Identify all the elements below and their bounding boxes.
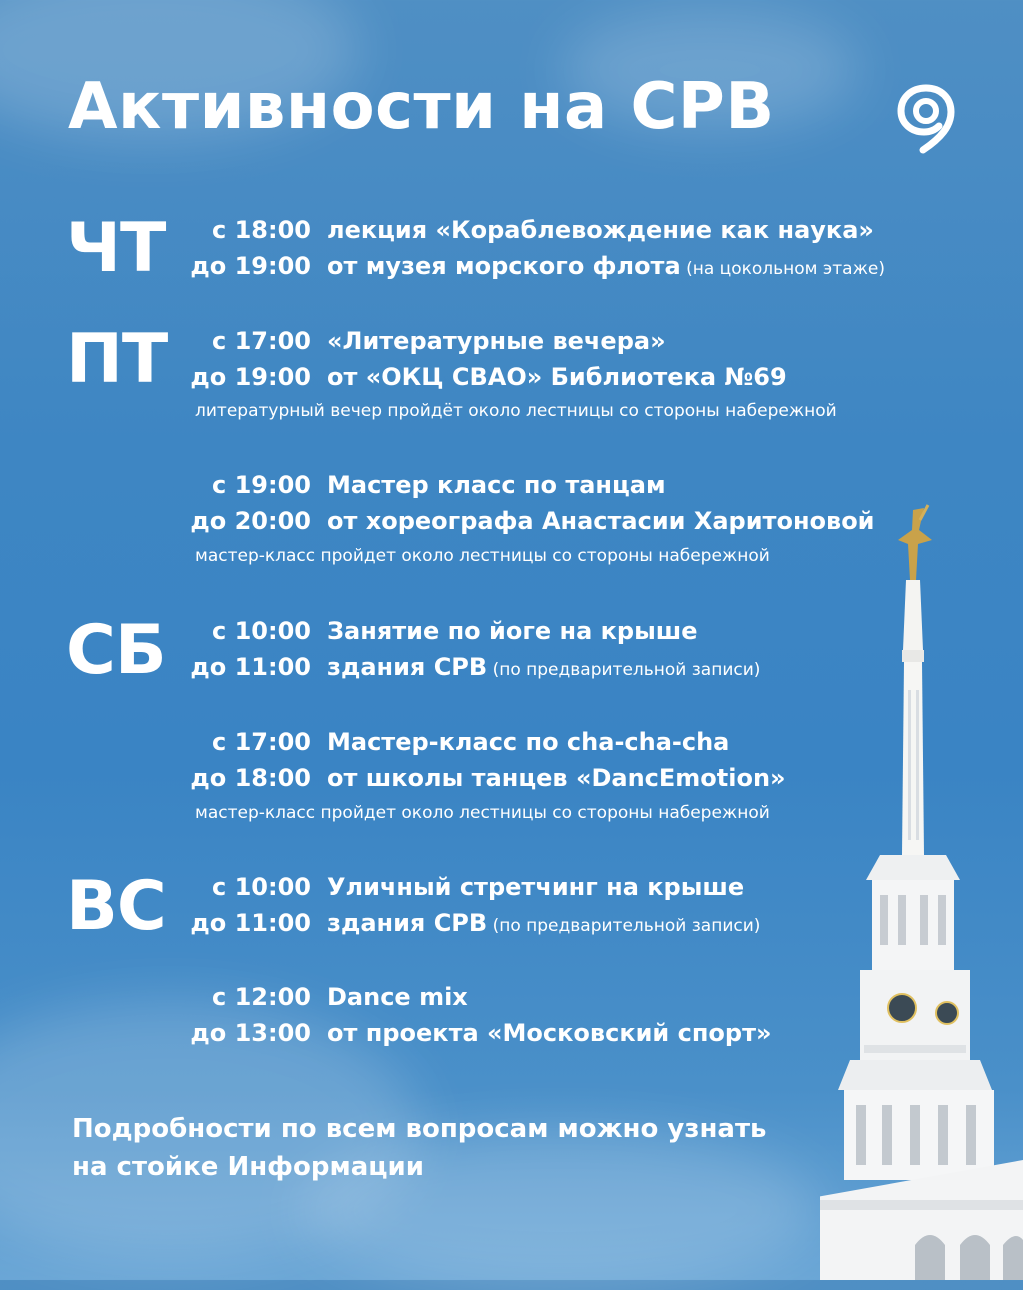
event-organizer: от школы танцев «DancEmotion» xyxy=(327,764,786,792)
event-organizer: от «ОКЦ СВАО» Библиотека №69 xyxy=(327,363,787,391)
nine-logo-icon xyxy=(893,82,959,154)
day-label-sunday: ВС xyxy=(66,867,166,946)
page-title: Активности на СРВ xyxy=(68,70,775,144)
event-item xyxy=(0,467,1023,539)
footer-line: на стойке Информации xyxy=(72,1152,424,1182)
event-venue-note: мастер-класс пройдет около лестницы со стороны набережной xyxy=(195,546,770,566)
event-end-time: до 11:00 xyxy=(190,909,311,937)
event-title: лекция «Кораблевождение как наука» xyxy=(327,216,874,244)
event-end-time: до 11:00 xyxy=(190,653,311,681)
event-end-time: до 19:00 xyxy=(190,363,311,391)
day-label-thursday: ЧТ xyxy=(66,209,166,288)
event-end-time: до 20:00 xyxy=(190,507,311,535)
event-registration-note: (по предварительной записи) xyxy=(487,660,761,680)
event-title: «Литературные вечера» xyxy=(327,327,666,355)
event-organizer: от музея морского флота xyxy=(327,252,681,280)
event-start-time: с 10:00 xyxy=(212,617,311,645)
event-start-time: с 17:00 xyxy=(212,728,311,756)
event-item xyxy=(0,867,1023,946)
event-item xyxy=(0,611,1023,690)
event-venue-note: литературный вечер пройдёт около лестницы со стороны набережной xyxy=(195,401,837,421)
event-organizer: здания СРВ xyxy=(327,653,488,681)
event-start-time: с 18:00 xyxy=(212,216,311,244)
event-start-time: с 10:00 xyxy=(212,873,311,901)
event-start-time: с 19:00 xyxy=(212,471,311,499)
event-venue-note: мастер-класс пройдет около лестницы со стороны набережной xyxy=(195,803,770,823)
event-organizer: здания СРВ xyxy=(327,909,488,937)
footer-line: Подробности по всем вопросам можно узнать xyxy=(72,1114,767,1144)
event-item xyxy=(0,320,1023,399)
event-item xyxy=(0,979,1023,1051)
event-organizer: от проекта «Московский спорт» xyxy=(327,1019,772,1047)
event-registration-note: (по предварительной записи) xyxy=(487,916,761,936)
event-start-time: с 17:00 xyxy=(212,327,311,355)
info-footer xyxy=(72,1110,766,1186)
event-title: Dance mix xyxy=(327,983,468,1011)
event-organizer: от хореографа Анастасии Харитоновой xyxy=(327,507,875,535)
event-location-note: (на цокольном этаже) xyxy=(680,259,885,279)
event-end-time: до 19:00 xyxy=(190,252,311,280)
event-end-time: до 18:00 xyxy=(190,764,311,792)
event-item xyxy=(0,209,1023,288)
event-title: Уличный стретчинг на крыше xyxy=(327,873,745,901)
event-title: Занятие по йоге на крыше xyxy=(327,617,698,645)
event-end-time: до 13:00 xyxy=(190,1019,311,1047)
event-start-time: с 12:00 xyxy=(212,983,311,1011)
event-item xyxy=(0,724,1023,796)
day-label-saturday: СБ xyxy=(66,611,166,690)
event-title: Мастер-класс по cha-cha-cha xyxy=(327,728,730,756)
event-title: Мастер класс по танцам xyxy=(327,471,666,499)
day-label-friday: ПТ xyxy=(66,320,168,399)
